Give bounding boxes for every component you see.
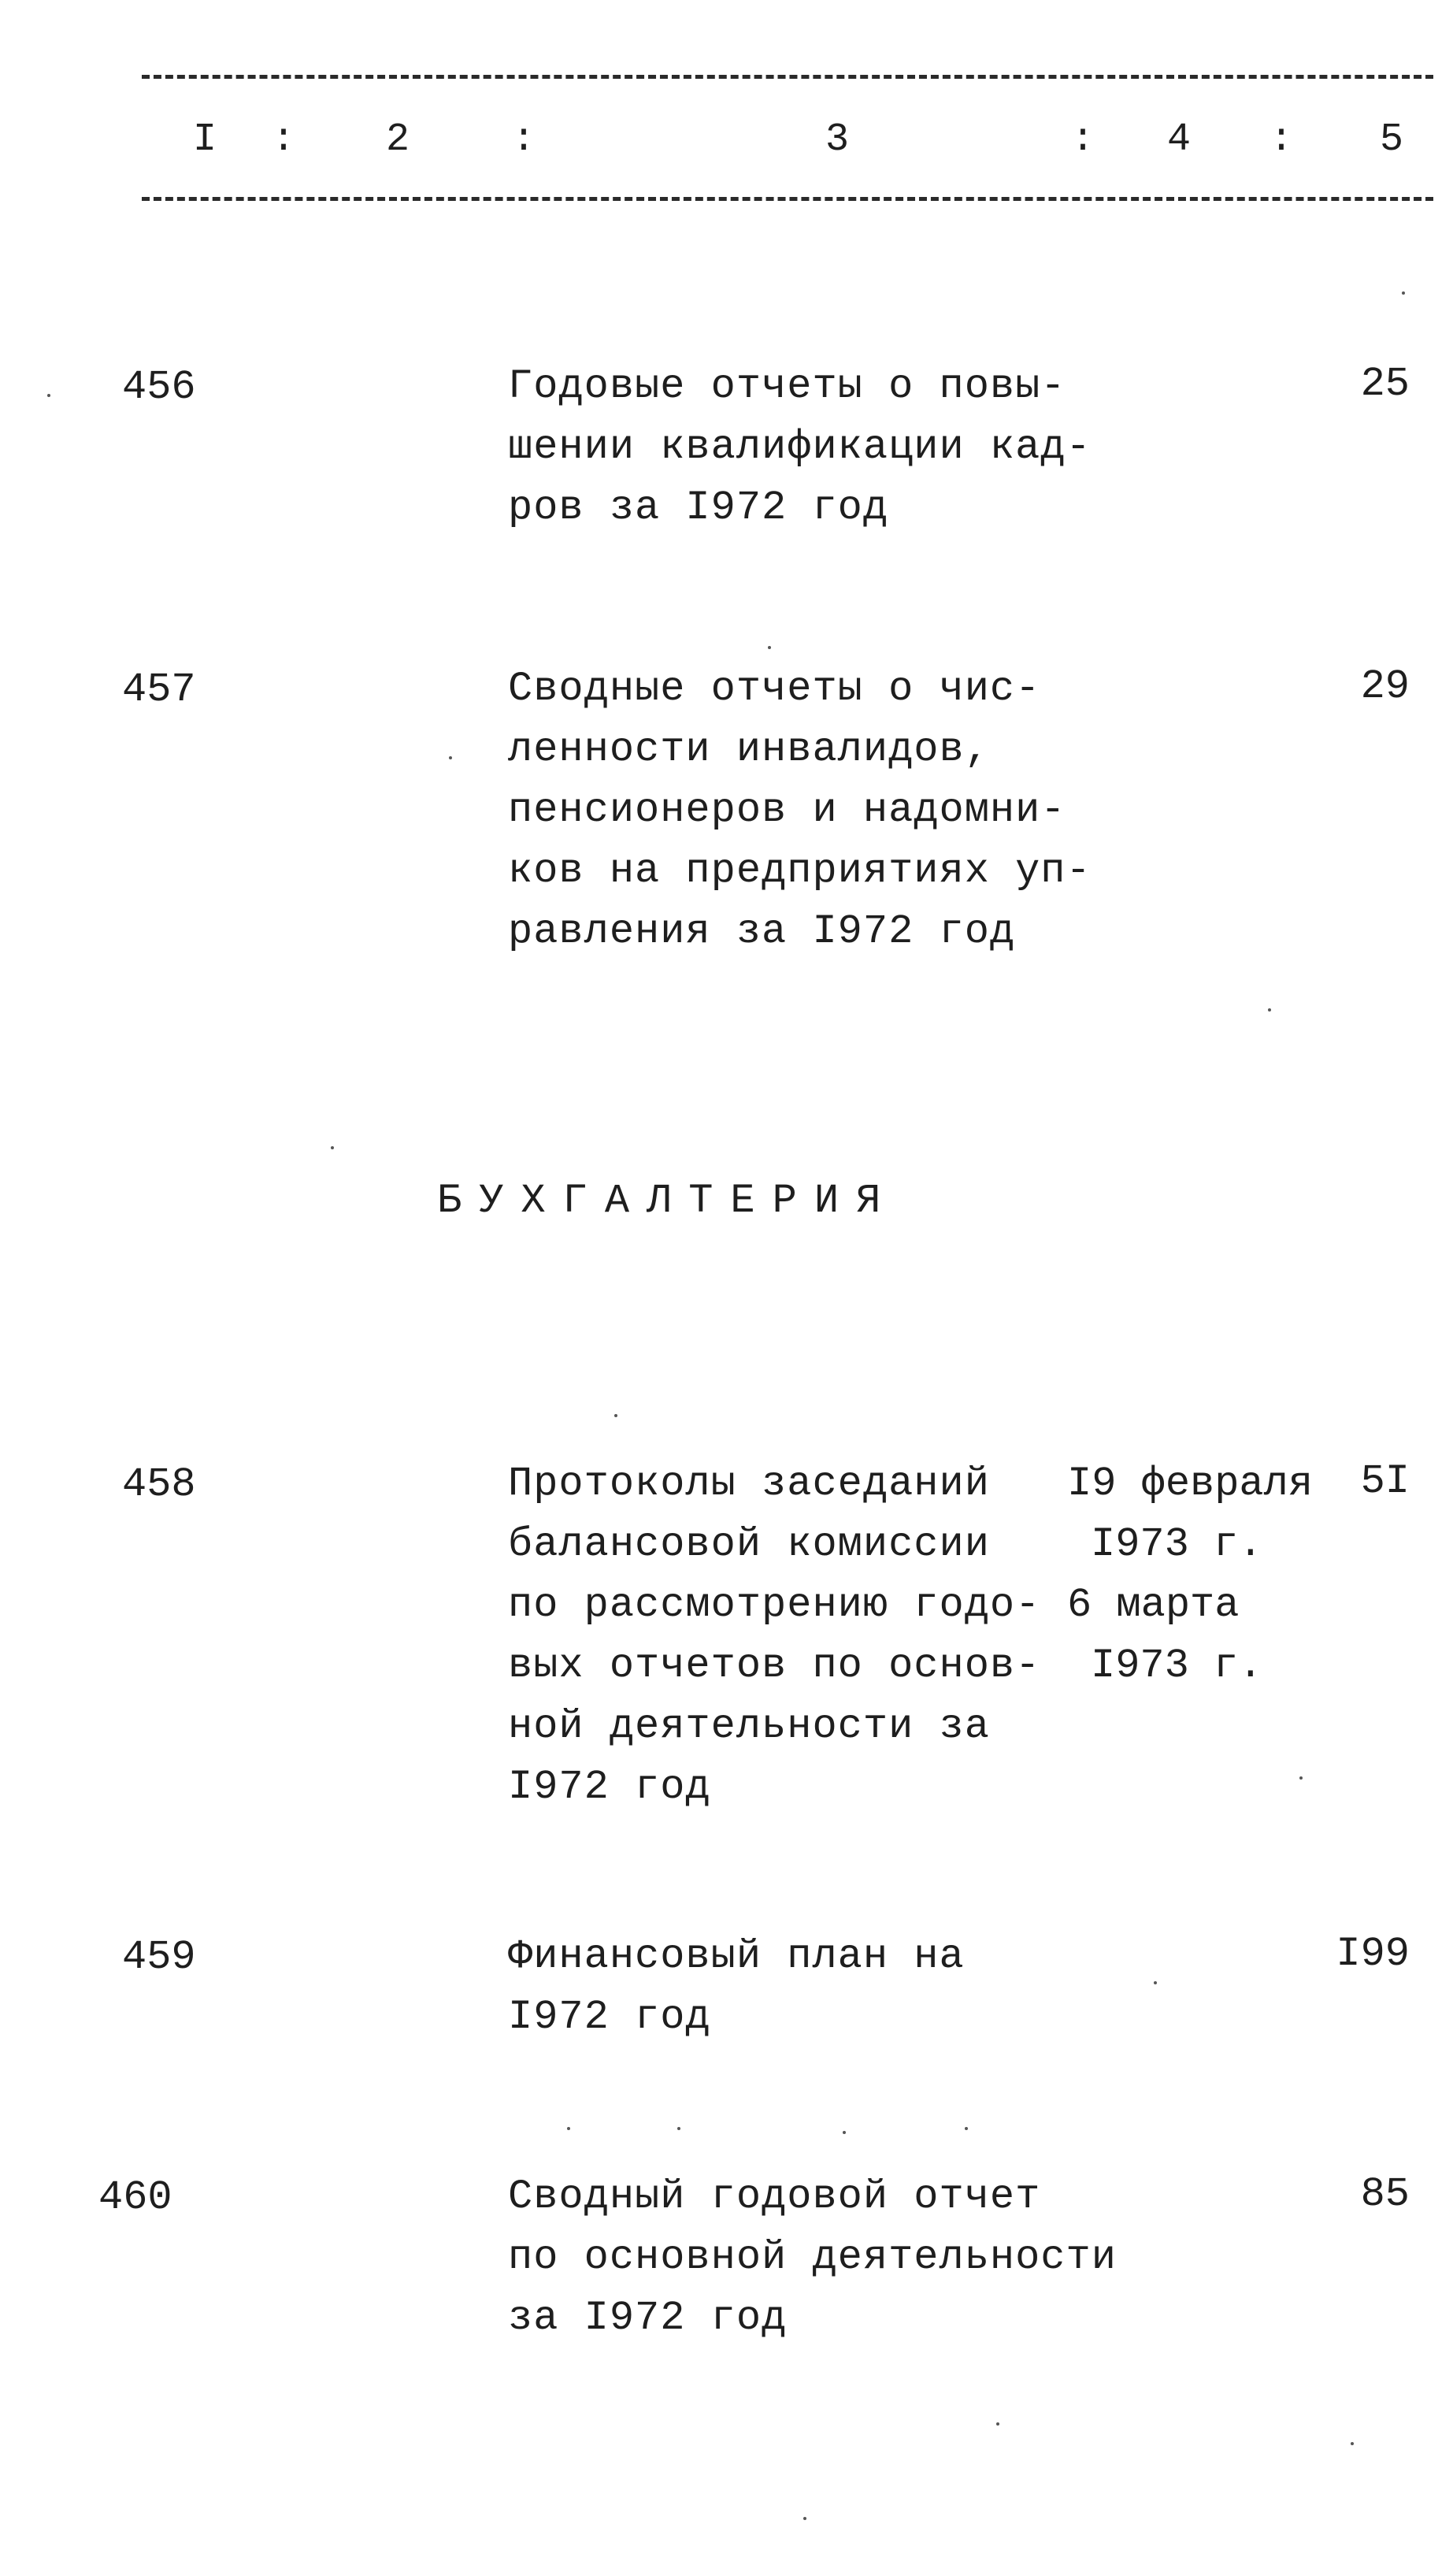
section-title: БУХГАЛТЕРИЯ bbox=[437, 1178, 899, 1224]
column-separator: : bbox=[1270, 117, 1294, 162]
scan-speck bbox=[614, 1414, 617, 1417]
scan-speck bbox=[449, 756, 452, 759]
description-line: вых отчетов по основ- bbox=[508, 1642, 1041, 1689]
description-line: Годовые отчеты о повы- bbox=[508, 363, 1066, 410]
scan-speck bbox=[1299, 1776, 1303, 1780]
description-line: Протоколы заседаний bbox=[508, 1461, 990, 1507]
entry-sheet-count: I99 bbox=[1336, 1931, 1410, 1977]
date-line: 6 марта bbox=[1067, 1582, 1240, 1628]
scan-speck bbox=[768, 646, 771, 649]
entry-description bbox=[508, 2166, 1117, 2348]
entry-description bbox=[508, 1926, 1106, 2047]
scan-speck bbox=[965, 2127, 968, 2130]
scan-speck bbox=[1154, 1981, 1157, 1984]
entry-description bbox=[508, 356, 1106, 538]
entry-description bbox=[508, 659, 1106, 962]
column-header-1: I bbox=[193, 117, 219, 162]
header-bottom-rule bbox=[142, 197, 1433, 201]
scan-speck bbox=[1402, 291, 1405, 295]
column-header-4: 4 bbox=[1167, 117, 1193, 162]
column-header-2: 2 bbox=[386, 117, 412, 162]
column-separator: : bbox=[512, 117, 536, 162]
entry-dates bbox=[1067, 1453, 1313, 1696]
description-line: Сводные отчеты о чис- bbox=[508, 666, 1041, 712]
entry-sheet-count: 5I bbox=[1360, 1458, 1410, 1505]
scan-speck bbox=[1351, 2442, 1354, 2445]
description-line: по рассмотрению годо- bbox=[508, 1582, 1041, 1628]
scan-speck bbox=[331, 1146, 334, 1149]
scan-speck bbox=[677, 2127, 680, 2130]
scan-speck bbox=[1268, 1008, 1271, 1011]
scan-speck bbox=[803, 2517, 806, 2520]
scan-speck bbox=[47, 394, 50, 397]
description-line: I972 год bbox=[508, 1994, 711, 2040]
description-line: за I972 год bbox=[508, 2295, 788, 2341]
scan-speck bbox=[996, 2422, 999, 2426]
entry-number: 460 bbox=[98, 2174, 172, 2221]
scan-speck bbox=[567, 2127, 570, 2130]
entry-sheet-count: 25 bbox=[1360, 361, 1410, 407]
description-line: ров за I972 год bbox=[508, 484, 889, 531]
description-line: I972 год bbox=[508, 1764, 711, 1810]
entry-sheet-count: 29 bbox=[1360, 663, 1410, 710]
description-line: равления за I972 год bbox=[508, 908, 1016, 955]
description-line: шении квалификации кад- bbox=[508, 424, 1092, 470]
scan-speck bbox=[843, 2131, 846, 2134]
header-top-rule bbox=[142, 75, 1433, 79]
column-header-5: 5 bbox=[1380, 117, 1406, 162]
entry-number: 456 bbox=[122, 364, 196, 410]
column-separator: : bbox=[1071, 117, 1095, 162]
description-line: ленности инвалидов, bbox=[508, 726, 990, 773]
date-line: I973 г. bbox=[1091, 1642, 1263, 1689]
description-line: Сводный годовой отчет bbox=[508, 2173, 1041, 2220]
date-line: I973 г. bbox=[1091, 1521, 1263, 1568]
description-line: Финансовый план на bbox=[508, 1933, 965, 1980]
entry-number: 459 bbox=[122, 1934, 196, 1980]
description-line: ков на предприятиях уп- bbox=[508, 848, 1092, 894]
description-line: по основной деятельности bbox=[508, 2234, 1117, 2281]
column-separator: : bbox=[272, 117, 296, 162]
date-line: I9 февраля bbox=[1067, 1461, 1314, 1507]
entry-sheet-count: 85 bbox=[1360, 2171, 1410, 2218]
description-line: пенсионеров и надомни- bbox=[508, 787, 1066, 833]
description-line: ной деятельности за bbox=[508, 1703, 990, 1750]
entry-description bbox=[508, 1453, 1106, 1817]
entry-number: 457 bbox=[122, 666, 196, 713]
description-line: балансовой комиссии bbox=[508, 1521, 990, 1568]
entry-number: 458 bbox=[122, 1461, 196, 1508]
column-header-3: 3 bbox=[825, 117, 851, 162]
